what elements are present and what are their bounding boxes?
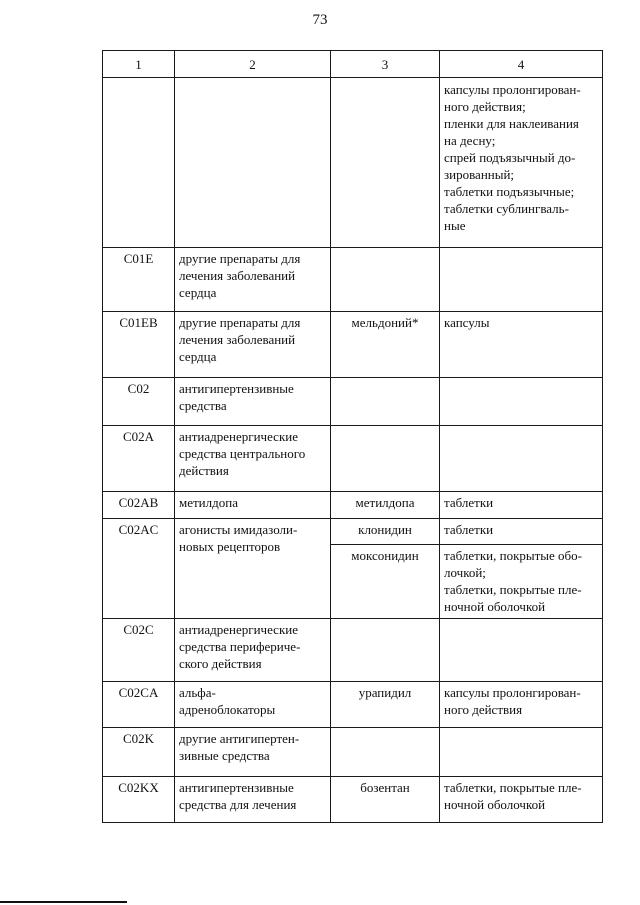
atc-code-cell — [103, 78, 175, 248]
drug-name-cell — [331, 78, 440, 248]
drug-name-cell — [331, 378, 440, 426]
table-row — [103, 78, 603, 248]
group-name-cell: другие препараты для лечения заболеваний сердца — [175, 248, 331, 312]
group-name-cell: другие антигипертен- зивные средства — [175, 728, 331, 777]
atc-code-cell: C01EB — [103, 312, 175, 378]
table-row — [103, 728, 603, 777]
atc-code-cell: C02AB — [103, 492, 175, 519]
atc-code-cell: C02A — [103, 426, 175, 492]
group-name-cell: метилдопа — [175, 492, 331, 519]
dosage-form-cell: таблетки — [440, 519, 603, 545]
table-row — [103, 312, 603, 378]
drug-name-cell: бозентан — [331, 777, 440, 823]
header-col-3: 3 — [331, 51, 440, 78]
table-row — [103, 619, 603, 682]
dosage-form-cell — [440, 378, 603, 426]
group-name-cell: антиадренергические средства перифериче- ского действия — [175, 619, 331, 682]
drug-name-cell — [331, 728, 440, 777]
group-name-cell: антигипертензивные средства — [175, 378, 331, 426]
drug-classification-table — [102, 50, 603, 823]
group-name-cell: антиадренергические средства центрального действия — [175, 426, 331, 492]
dosage-form-cell: капсулы пролонгирован- ного действия — [440, 682, 603, 728]
group-name-cell: другие препараты для лечения заболеваний сердца — [175, 312, 331, 378]
dosage-form-cell: таблетки, покрытые пле- ночной оболочкой — [440, 777, 603, 823]
header-col-4: 4 — [440, 51, 603, 78]
dosage-form-cell — [440, 619, 603, 682]
table-row — [103, 682, 603, 728]
group-name-cell: агонисты имидазоли- новых рецепторов — [175, 519, 331, 619]
table-row — [103, 426, 603, 492]
table-row — [103, 248, 603, 312]
atc-code-cell: C01E — [103, 248, 175, 312]
dosage-form-cell: таблетки, покрытые обо- лочкой; таблетки, покрытые пле- ночной оболочкой — [440, 545, 603, 619]
dosage-form-cell — [440, 248, 603, 312]
drug-name-cell: моксонидин — [331, 545, 440, 619]
atc-code-cell: C02 — [103, 378, 175, 426]
dosage-form-cell — [440, 426, 603, 492]
drug-name-cell — [331, 248, 440, 312]
table-header-row — [103, 51, 603, 78]
dosage-form-cell: капсулы — [440, 312, 603, 378]
header-col-2: 2 — [175, 51, 331, 78]
group-name-cell: антигипертензивные средства для лечения — [175, 777, 331, 823]
dosage-form-cell — [440, 728, 603, 777]
table-row — [103, 519, 603, 545]
drug-name-cell — [331, 426, 440, 492]
table-row — [103, 777, 603, 823]
dosage-form-cell: капсулы пролонгирован- ного действия; пленки для наклеивания на десну; спрей подъязычный до- зированный; таблетки подъязычные; таблетки сублингваль- ные — [440, 78, 603, 248]
drug-name-cell: метилдопа — [331, 492, 440, 519]
drug-name-cell: урапидил — [331, 682, 440, 728]
footnote-separator-line — [0, 901, 127, 903]
table-row — [103, 492, 603, 519]
page-number: 73 — [312, 12, 328, 28]
group-name-cell: альфа- адреноблокаторы — [175, 682, 331, 728]
atc-code-cell: C02AC — [103, 519, 175, 619]
dosage-form-cell: таблетки — [440, 492, 603, 519]
atc-code-cell: C02KX — [103, 777, 175, 823]
drug-name-cell: мельдоний* — [331, 312, 440, 378]
table-row — [103, 378, 603, 426]
atc-code-cell: C02CA — [103, 682, 175, 728]
header-col-1: 1 — [103, 51, 175, 78]
group-name-cell — [175, 78, 331, 248]
atc-code-cell: C02K — [103, 728, 175, 777]
atc-code-cell: C02C — [103, 619, 175, 682]
drug-name-cell — [331, 619, 440, 682]
drug-name-cell: клонидин — [331, 519, 440, 545]
